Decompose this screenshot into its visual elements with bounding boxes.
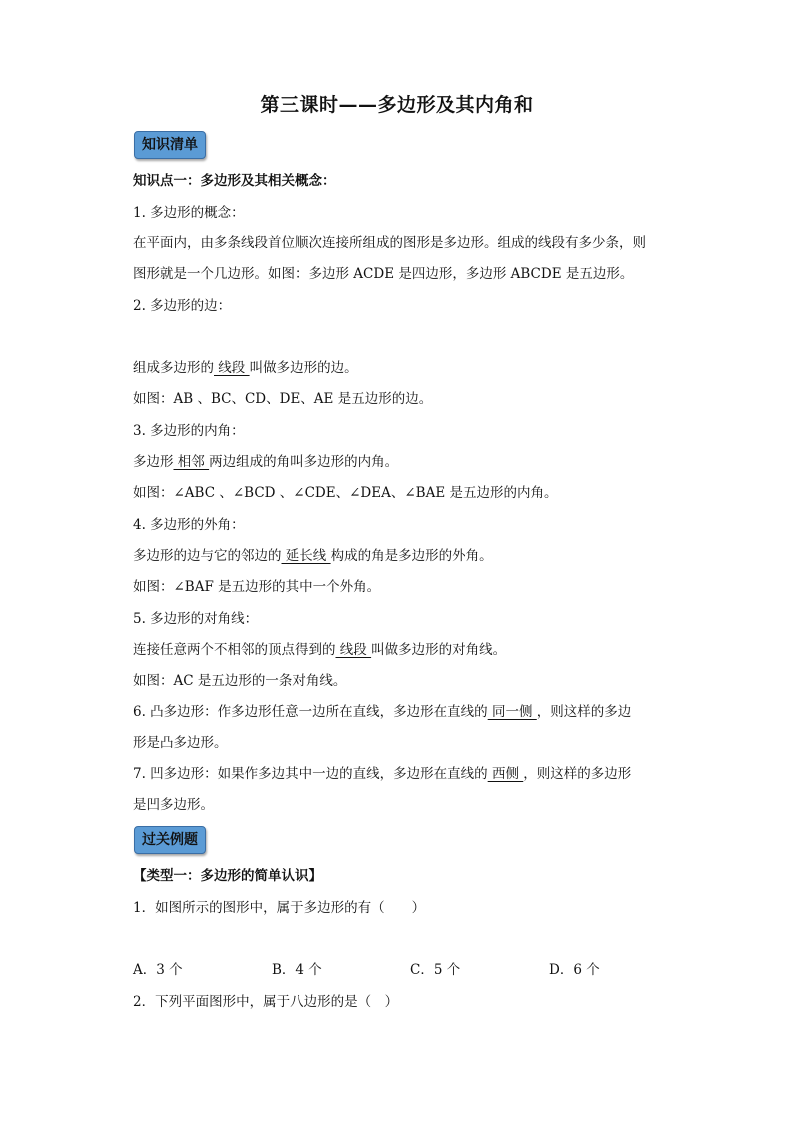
p1-text-line1: 在平面内，由多条线段首位顺次连接所组成的图形是多边形。组成的线段有多少条，则 [133, 235, 646, 251]
p4-line1-post: 构成的角是多边形的外角。 [330, 548, 493, 564]
section1-heading: 知识点一：多边形及其相关概念： [133, 173, 336, 189]
question2-text: 2．下列平面图形中，属于八边形的是（ ） [133, 994, 399, 1010]
knowledge-list-badge: 知识清单 [134, 131, 206, 159]
p6-text-line1 [133, 702, 631, 722]
p4-text-line1 [133, 546, 493, 566]
p6-line1-post: ，则这样的多边 [536, 704, 632, 720]
q1-option-c: C．5 个 [410, 962, 461, 978]
p5-text-line2: 如图：AC 是五边形的一条对角线。 [133, 673, 347, 689]
p3-heading: 3. 多边形的内角： [133, 423, 245, 439]
p2-heading: 2. 多边形的边： [133, 298, 232, 314]
p3-fill-blank: 相邻 [173, 454, 210, 470]
p4-heading: 4. 多边形的外角： [133, 517, 245, 533]
q1-option-b: B．4 个 [272, 962, 322, 978]
p5-heading: 5. 多边形的对角线： [133, 611, 259, 627]
p2-text-line2: 如图：AB 、BC、CD、DE、AE 是五边形的边。 [133, 391, 433, 407]
p2-fill-blank: 线段 [214, 360, 250, 376]
p3-text-line1 [133, 452, 398, 472]
p7-fill-blank: 西侧 [487, 766, 524, 782]
p2-line1-post: 叫做多边形的边。 [249, 360, 358, 376]
p4-text-line2: 如图：∠BAF 是五边形的其中一个外角。 [133, 579, 381, 595]
p5-line1-pre: 连接任意两个不相邻的顶点得到的 [133, 642, 336, 658]
p7-line1-post: ，则这样的多边形 [523, 766, 632, 782]
p6-text-line2: 形是凸多边形。 [133, 735, 228, 751]
p1-heading: 1. 多边形的概念： [133, 205, 245, 221]
q1-option-d: D．6 个 [549, 962, 600, 978]
p5-fill-blank: 线段 [335, 642, 372, 658]
p6-line1-pre: 6. 凸多边形：作多边形任意一边所在直线，多边形在直线的 [133, 704, 488, 720]
p2-line1-pre: 组成多边形的 [133, 360, 214, 376]
p1-text-line2: 图形就是一个几边形。如图：多边形 ACDE 是四边形，多边形 ABCDE 是五边形。 [133, 266, 634, 282]
type1-heading: 【类型一：多边形的简单认识】 [133, 868, 322, 884]
p4-fill-blank: 延长线 [281, 548, 331, 564]
p3-line1-post: 两边组成的角叫多边形的内角。 [209, 454, 399, 470]
page-title: 第三课时——多边形及其内角和 [260, 94, 534, 116]
p2-text-line1 [133, 358, 358, 378]
p4-line1-pre: 多边形的边与它的邻边的 [133, 548, 282, 564]
p6-fill-blank: 同一侧 [487, 704, 537, 720]
question1-text: 1．如图所示的图形中，属于多边形的有（ ） [133, 900, 426, 916]
p3-text-line2: 如图：∠ABC 、∠BCD 、∠CDE、∠DEA、∠BAE 是五边形的内角。 [133, 485, 558, 501]
p7-text-line1 [133, 764, 631, 784]
p7-text-line2: 是凹多边形。 [133, 797, 214, 813]
p5-line1-post: 叫做多边形的对角线。 [371, 642, 507, 658]
p5-text-line1 [133, 640, 506, 660]
examples-badge: 过关例题 [134, 826, 206, 854]
p3-line1-pre: 多边形 [133, 454, 174, 470]
q1-option-a: A．3 个 [133, 962, 183, 978]
p7-line1-pre: 7. 凹多边形：如果作多边其中一边的直线，多边形在直线的 [133, 766, 488, 782]
